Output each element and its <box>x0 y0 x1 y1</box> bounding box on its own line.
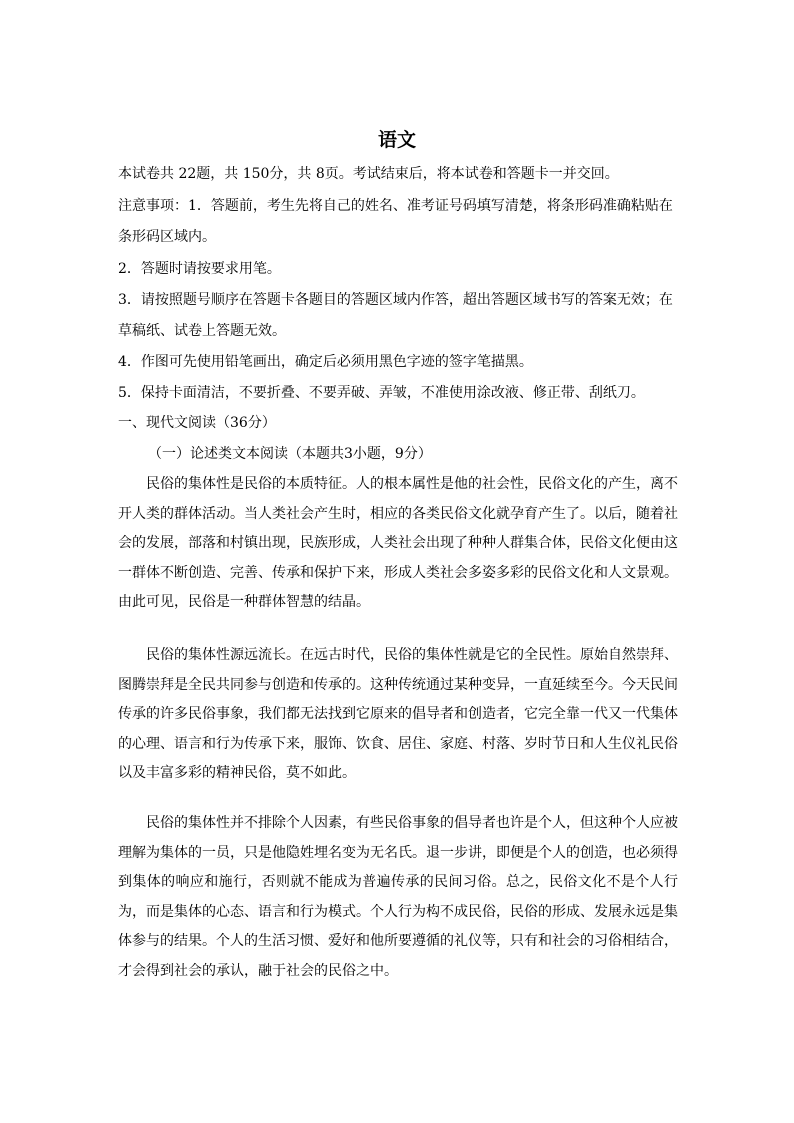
notice-line: 4．作图可先使用铅笔画出，确定后必须用黑色字迹的签字笔描黑。 <box>118 354 533 370</box>
passage-paragraph: 民俗的集体性源远流长。在远古时代，民俗的集体性就是它的全民性。原始自然崇拜、图腾崇拜是全民共同参与创造和传承的。这种传统通过某种变异，一直延续至今。今天民间传承的许多民俗事象，我们都无法找到它原来的倡导者和创造者，它完全靠一代又一代集体的心理、语言和行为传承下来，服饰、饮食、居住、家庭、村落、岁时节日和人生仪礼民俗以及丰富多彩的精神民俗，莫不如此。 <box>118 647 678 781</box>
notice-line: 草稿纸、试卷上答题无效。 <box>118 323 286 339</box>
section-heading: 一、现代文阅读（36分） <box>118 415 276 431</box>
notice-line: 注意事项：1．答题前，考生先将自己的姓名、准考证号码填写清楚，将条形码准确粘贴在 <box>118 198 673 214</box>
passage-paragraph: 民俗的集体性并不排除个人因素，有些民俗事象的倡导者也许是个人，但这种个人应被理解为集体的一员，只是他隐姓埋名变为无名氏。退一步讲，即便是个人的创造，也必须得到集体的响应和施行，否则就不能成为普遍传承的民间习俗。总之，民俗文化不是个人行为，而是集体的心态、语言和行为模式。个人行为构不成民俗，民俗的形成、发展永远是集体参与的结果。个人的生活习惯、爱好和他所要遵循的礼仪等，只有和社会的习俗相结合，才会得到社会的承认，融于社会的民俗之中。 <box>118 815 678 979</box>
subsection-heading: （一）论述类文本阅读（本题共3小题，9分） <box>148 446 432 462</box>
notice-line: 5．保持卡面清洁，不要折叠、不要弄破、弄皱，不准使用涂改液、修正带、刮纸刀。 <box>118 385 645 401</box>
passage-paragraph: 民俗的集体性是民俗的本质特征。人的根本属性是他的社会性，民俗文化的产生，离不开人类的群体活动。当人类社会产生时，相应的各类民俗文化就孕育产生了。以后，随着社会的发展，部落和村镇出现，民族形成，人类社会出现了种种人群集合体，民俗文化便由这一群体不断创造、完善、传承和保护下来，形成人类社会多姿多彩的民俗文化和人文景观。由此可见，民俗是一种群体智慧的结晶。 <box>118 476 678 610</box>
page-title: 语文 <box>377 129 416 151</box>
notice-line: 条形码区域内。 <box>118 229 216 245</box>
notice-line: 2．答题时请按要求用笔。 <box>118 261 281 277</box>
notice-line: 3．请按照题号顺序在答题卡各题目的答题区域内作答，超出答题区域书写的答案无效；在 <box>118 292 673 308</box>
intro-line: 本试卷共 22题，共 150分，共 8页。考试结束后，将本试卷和答题卡一并交回。 <box>118 166 619 182</box>
